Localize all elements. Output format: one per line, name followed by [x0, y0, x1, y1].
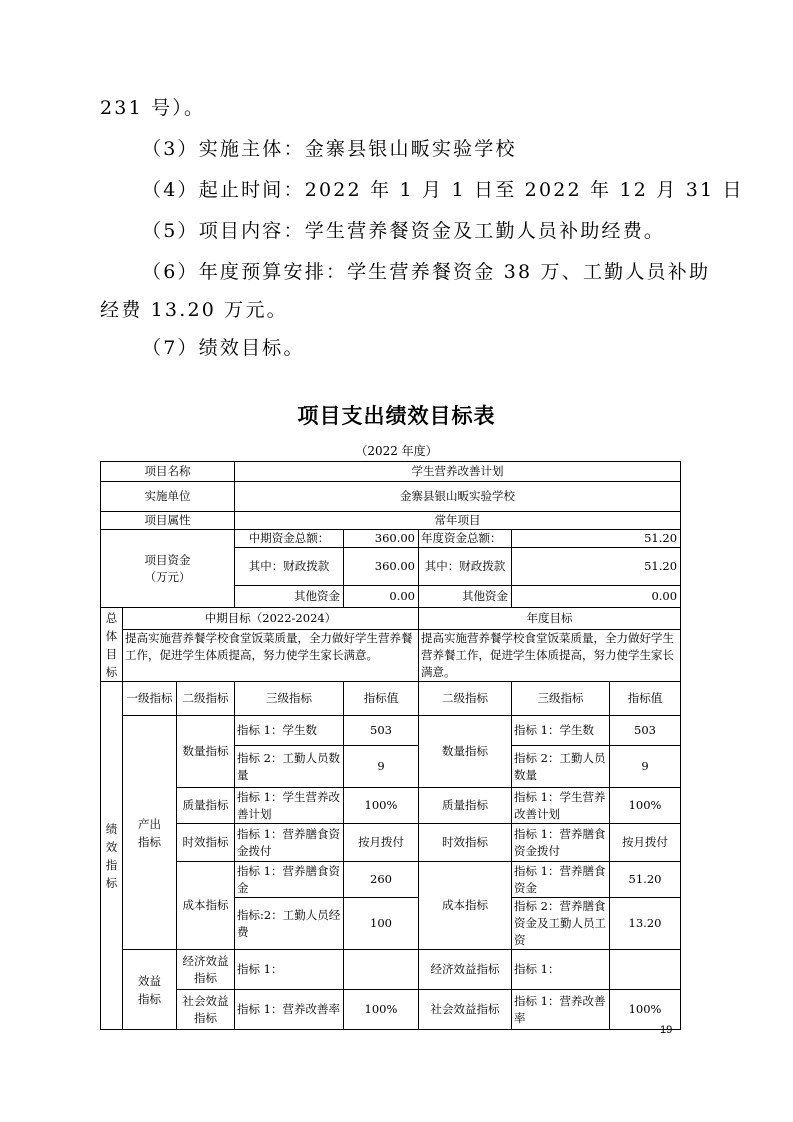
mid-other: 0.00 — [344, 586, 419, 608]
performance-table — [100, 461, 681, 1030]
table-row — [101, 462, 681, 482]
mid-goal-label: 中期目标（2022-2024） — [123, 608, 419, 630]
table-row — [101, 824, 681, 862]
cost1-mid-name: 指标 1：营养膳食资金 — [235, 862, 344, 898]
attr-label: 项目属性 — [101, 512, 235, 530]
paragraph-3: （5）项目内容：学生营养餐资金及工勤人员补助经费。 — [142, 220, 666, 242]
soc-year-name: 指标 1：营养改善率 — [512, 990, 610, 1030]
year-total: 51.20 — [512, 530, 681, 548]
soc-mid-value: 100% — [344, 990, 419, 1030]
cost1-year-name: 指标 1：营养膳食资金 — [512, 862, 610, 898]
eco-mid-name: 指标 1： — [235, 950, 344, 990]
social-year: 社会效益指标 — [419, 990, 512, 1030]
overall-goal-label: 总体目标 — [101, 608, 123, 682]
paragraph-0: 231 号）。 — [100, 97, 206, 119]
time-mid-value: 按月拨付 — [344, 824, 419, 862]
funds-label — [101, 530, 235, 608]
perf-label: 绩效指标 — [101, 682, 123, 1030]
q1-year-name: 指标 1：学生数 — [512, 716, 610, 746]
header-value: 指标值 — [344, 682, 419, 716]
cost2-mid-name: 指标:2：工勤人员经费 — [235, 898, 344, 950]
year-total-label: 年度资金总额： — [419, 530, 512, 548]
paragraph-1: （3）实施主体：金寨县银山畈实验学校 — [142, 138, 517, 160]
year-goal: 提高实施营养餐学校食堂饭菜质量，全力做好学生营养餐工作，促进学生体质提高，努力使学生家长满意。 — [419, 630, 681, 682]
economic-year: 经济效益指标 — [419, 950, 512, 990]
header-value-year: 指标值 — [610, 682, 681, 716]
economic-mid: 经济效益指标 — [177, 950, 235, 990]
table-row — [101, 990, 681, 1030]
paragraph-4a: （6）年度预算安排：学生营养餐资金 38 万、工勤人员补助 — [142, 261, 711, 283]
funds-label-line2: （万元） — [144, 569, 191, 584]
quality-year-name: 指标 1：学生营养改善计划 — [512, 788, 610, 824]
year-goal-label: 年度目标 — [419, 608, 681, 630]
paragraph-2: （4）起止时间：2022 年 1 月 1 日至 2022 年 12 月 31 日 — [142, 179, 744, 201]
table-row — [101, 862, 681, 898]
time-year-value: 按月拨付 — [610, 824, 681, 862]
time-year-name: 指标 1：营养膳食资金拨付 — [512, 824, 610, 862]
quality-year: 质量指标 — [419, 788, 512, 824]
quality-year-value: 100% — [610, 788, 681, 824]
quantity-year: 数量指标 — [419, 716, 512, 788]
unit: 金寨县银山畈实验学校 — [235, 482, 681, 512]
timeliness-year: 时效指标 — [419, 824, 512, 862]
q2-mid-name: 指标 2：工勤人员数量 — [235, 746, 344, 788]
soc-year-value: 100% — [610, 990, 681, 1030]
q1-mid-name: 指标 1：学生数 — [235, 716, 344, 746]
header-level3: 三级指标 — [235, 682, 344, 716]
quantity-mid: 数量指标 — [177, 716, 235, 788]
cost-year: 成本指标 — [419, 862, 512, 950]
eco-year-name: 指标 1： — [512, 950, 610, 990]
table-row — [101, 482, 681, 512]
cost-mid: 成本指标 — [177, 862, 235, 950]
quality-mid-name: 指标 1：学生营养改善计划 — [235, 788, 344, 824]
eco-year-value — [610, 950, 681, 990]
cost2-mid-value: 100 — [344, 898, 419, 950]
mid-fin-label: 其中：财政拨款 — [235, 548, 344, 586]
attr: 常年项目 — [235, 512, 681, 530]
q1-year: 503 — [610, 716, 681, 746]
soc-mid-name: 指标 1：营养改善率 — [235, 990, 344, 1030]
header-level2: 二级指标 — [177, 682, 235, 716]
q1-mid: 503 — [344, 716, 419, 746]
mid-fin: 360.00 — [344, 548, 419, 586]
header-level2-year: 二级指标 — [419, 682, 512, 716]
mid-goal: 提高实施营养餐学校食堂饭菜质量，全力做好学生营养餐工作，促进学生体质提高，努力使学生家长满意。 — [123, 630, 419, 682]
table-row — [101, 530, 681, 548]
eco-mid-value — [344, 950, 419, 990]
cost1-year-value: 51.20 — [610, 862, 681, 898]
header-level3-year: 三级指标 — [512, 682, 610, 716]
project-name-label: 项目名称 — [101, 462, 235, 482]
table-row — [101, 788, 681, 824]
social-mid: 社会效益指标 — [177, 990, 235, 1030]
cost2-year-name: 指标 2：营养膳食资金及工勤人员工资 — [512, 898, 610, 950]
mid-other-label: 其他资金 — [235, 586, 344, 608]
quality-mid-value: 100% — [344, 788, 419, 824]
q2-mid: 9 — [344, 746, 419, 788]
mid-total-label: 中期资金总额： — [235, 530, 344, 548]
table-row — [101, 630, 681, 682]
table-subtitle: （2022 年度） — [355, 444, 438, 458]
table-row — [101, 716, 681, 746]
year-fin: 51.20 — [512, 548, 681, 586]
cost1-mid-value: 260 — [344, 862, 419, 898]
quality-mid: 质量指标 — [177, 788, 235, 824]
year-fin-label: 其中：财政拨款 — [419, 548, 512, 586]
timeliness-mid: 时效指标 — [177, 824, 235, 862]
project-name: 学生营养改善计划 — [235, 462, 681, 482]
table-title: 项目支出绩效目标表 — [297, 404, 496, 428]
table-row — [101, 512, 681, 530]
output-label: 产出指标 — [123, 716, 177, 950]
table-row — [101, 608, 681, 630]
table-row — [101, 682, 681, 716]
paragraph-5: （7）绩效目标。 — [142, 337, 305, 359]
q2-year-name: 指标 2：工勤人员数量 — [512, 746, 610, 788]
mid-total: 360.00 — [344, 530, 419, 548]
year-other-label: 其他资金 — [419, 586, 512, 608]
year-other: 0.00 — [512, 586, 681, 608]
time-mid-name: 指标 1：营养膳食资金拨付 — [235, 824, 344, 862]
paragraph-4b: 经费 13.20 万元。 — [100, 299, 288, 321]
q2-year: 9 — [610, 746, 681, 788]
cost2-year-value: 13.20 — [610, 898, 681, 950]
page-number: 19 — [660, 1024, 673, 1036]
table-row — [101, 950, 681, 990]
benefit-label: 效益指标 — [123, 950, 177, 1030]
funds-label-line1: 项目资金 — [144, 552, 191, 567]
header-level1: 一级指标 — [123, 682, 177, 716]
unit-label: 实施单位 — [101, 482, 235, 512]
